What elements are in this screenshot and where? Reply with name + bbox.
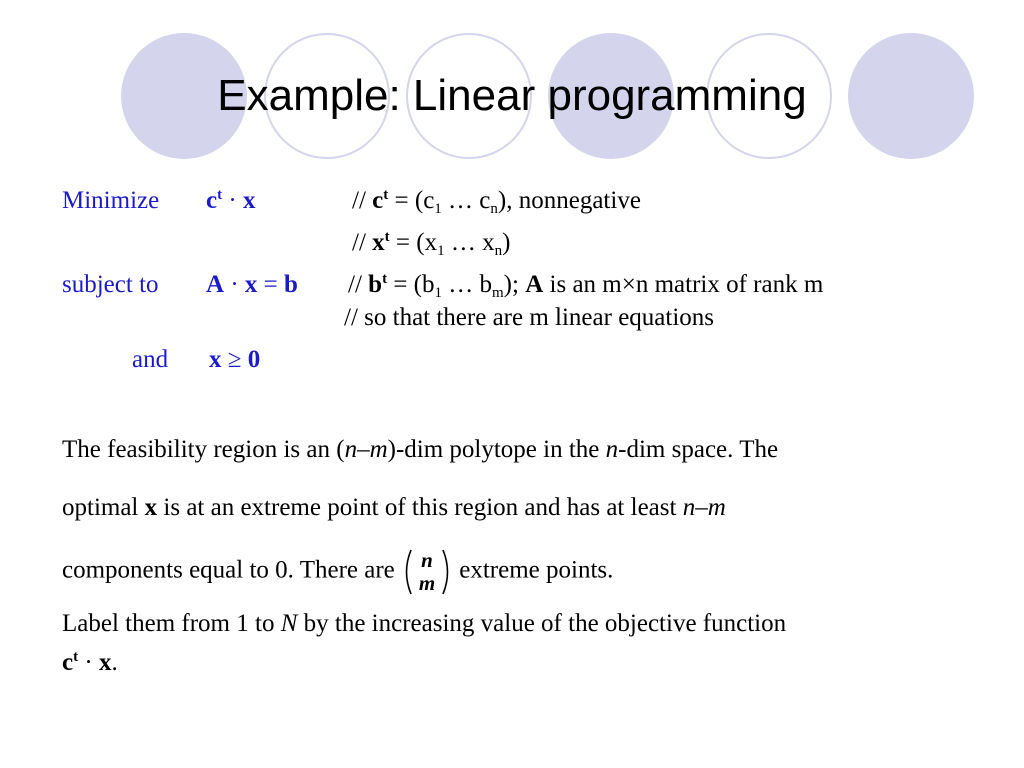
comment-x-definition: // $x^t = (x_1$ … $x_n$)	[352, 229, 511, 259]
paragraph-line-4: Label them from 1 to N by the increasing value of the objective function	[62, 610, 787, 637]
and-label: and	[132, 346, 169, 373]
minimize-label: Minimize	[62, 187, 160, 214]
paragraph-line-1: The feasibility region is an (n–m)-dim polytope in the n-dim space. The	[62, 436, 779, 463]
binomial-coefficient	[401, 548, 453, 596]
nonnegativity-expression: x ≥ 0	[209, 346, 261, 373]
paragraph-line-3-end: extreme points.	[459, 556, 614, 584]
subject-to-label: subject to	[62, 271, 159, 298]
slide-title: Example: Linear programming	[217, 71, 807, 120]
paragraph-line-3	[62, 548, 613, 596]
binomial-bottom: m	[418, 571, 436, 595]
comment-b-definition: // $b^t = (b_1$ … $b_m$); A is an m×n matrix of rank m	[348, 271, 824, 301]
paragraph-line-2: optimal x is at an extreme point of this region and has at least n–m	[62, 494, 726, 521]
binomial-top: n	[421, 548, 433, 572]
constraint-expression: A · x = b	[206, 271, 298, 298]
paragraph-line-3-start: components equal to 0. There are	[62, 556, 395, 584]
paragraph-line-5: $c^t \cdot x$.	[62, 649, 118, 676]
objective-expression: $c^t \cdot x$	[206, 187, 256, 214]
comment-linear-equations: // so that there are m linear equations	[344, 304, 715, 331]
comment-c-definition: // $c^t = (c_1$ … $c_n$), nonnegative	[352, 187, 641, 217]
